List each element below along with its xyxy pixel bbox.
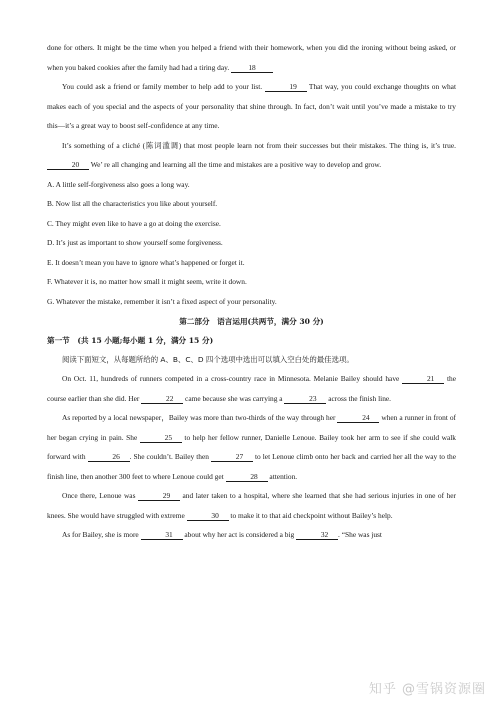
option-c: C. They might even like to have a go at doing the exercise. [47, 218, 221, 228]
blank-20: 20 [47, 161, 89, 170]
blank-25: 25 [140, 434, 182, 443]
watermark: 知乎 @雪锅资源圈 [368, 682, 486, 697]
blank-31: 31 [141, 531, 183, 540]
section-title: 第二部分 语言运用(共两节，满分 30 分) [179, 316, 324, 326]
paragraph-3-text-a: It’s something of a cliché (陈词滥调) that most people learn not from their successes but their mistakes. The thing is, it’s true. [62, 140, 456, 150]
paragraph-5 [47, 408, 456, 486]
section-instruction: 阅读下面短文，从每题所给的 A、B、C、D 四个选项中选出可以填入空白处的最佳选项。 [62, 354, 354, 364]
paragraph-7-text-c: . “She was just [338, 530, 382, 540]
subsection-title: 第一节 (共 15 小题;每小题 1 分，满分 15 分) [47, 335, 214, 345]
paragraph-5-text-e: to let Lenoue climb onto her back and carried her all the way to the finish line, then another 300 feet to where Lenoue could get [47, 452, 457, 481]
blank-29: 29 [138, 492, 180, 501]
option-g: G. Whatever the mistake, remember it isn’t a fixed aspect of your personality. [47, 297, 277, 307]
paragraph-5-text-a: As reported by a local newspaper，Bailey was more than two-thirds of the way through her [62, 413, 338, 423]
blank-26: 26 [88, 453, 130, 462]
option-b: B. Now list all the characteristics you like about yourself. [47, 199, 218, 209]
options-list [47, 175, 456, 312]
paragraph-7-text-b: about why her act is considered a big [182, 530, 297, 540]
paragraph-7-text-a: As for Bailey, she is more [62, 530, 141, 540]
paragraph-4-text-d: across the finish line. [326, 393, 392, 403]
paragraph-1 [47, 38, 456, 77]
blank-28: 28 [226, 473, 268, 482]
paragraph-4-text-a: On Oct. 11, hundreds of runners competed in a cross-country race in Minnesota. Melanie Bailey should have [62, 374, 403, 384]
option-a: A. A little self-forgiveness also goes a long way. [47, 179, 190, 189]
paragraph-5-text-b: when a runner in front of her began crying in pain. She [47, 413, 456, 442]
paragraph-3 [47, 136, 456, 175]
paragraph-4-text-c: came because she was carrying a [183, 393, 285, 403]
paragraph-2-text-a: You could ask a friend or family member to help add to your list. [62, 82, 265, 91]
option-f: F. Whatever it is, no matter how small it might seem, write it down. [47, 277, 247, 287]
blank-19: 19 [265, 83, 307, 92]
paragraph-3-text-b: We’ re all changing and learning all the time and mistakes are a positive way to develop and grow. [89, 160, 382, 169]
blank-23: 23 [284, 395, 326, 404]
option-d: D. It’s just as important to show yourself some forgiveness. [47, 238, 223, 248]
blank-21: 21 [402, 375, 444, 384]
blank-22: 22 [141, 395, 183, 404]
paragraph-1-text: done for others. It might be the time when you helped a friend with their homework, when you did the ironing without being asked, or when you baked cookies after the family had had a tiring day. [47, 43, 456, 72]
blank-24: 24 [337, 414, 379, 423]
blank-27: 27 [211, 453, 253, 462]
paragraph-6-text-c: to make it to that aid checkpoint without Bailey’s help. [228, 510, 393, 520]
paragraph-6-text-b: and later taken to a hospital, where she learned that she had serious injuries in one of her knees. She would have struggled with extreme [47, 491, 457, 520]
paragraph-4 [47, 369, 456, 408]
paragraph-7 [47, 525, 456, 545]
blank-18: 18 [231, 64, 273, 73]
blank-30: 30 [187, 512, 229, 521]
paragraph-6-text-a: Once there, Lenoue was [62, 491, 138, 501]
paragraph-6 [47, 486, 456, 525]
blank-32: 32 [296, 531, 338, 540]
option-e: E. It doesn’t mean you have to ignore what’s happened or forget it. [47, 257, 245, 267]
paragraph-4-text-b: the course earlier than she did. Her [47, 374, 456, 403]
paragraph-5-text-d: . She couldn’t. Bailey then [129, 452, 211, 462]
paragraph-2 [47, 77, 456, 136]
paragraph-5-text-f: attention. [267, 471, 298, 481]
paragraph-2-text-b: That way, you could exchange thoughts on what makes each of you special and the aspects of your personality that shine through. In fact, don’t wait until you’ve made a mistake to try this—it’s a great way to boost self-confidence at any time. [47, 82, 456, 130]
paragraph-5-text-c: to help her fellow runner, Danielle Lenoue. Bailey took her arm to see if she could walk forward with [47, 432, 456, 462]
